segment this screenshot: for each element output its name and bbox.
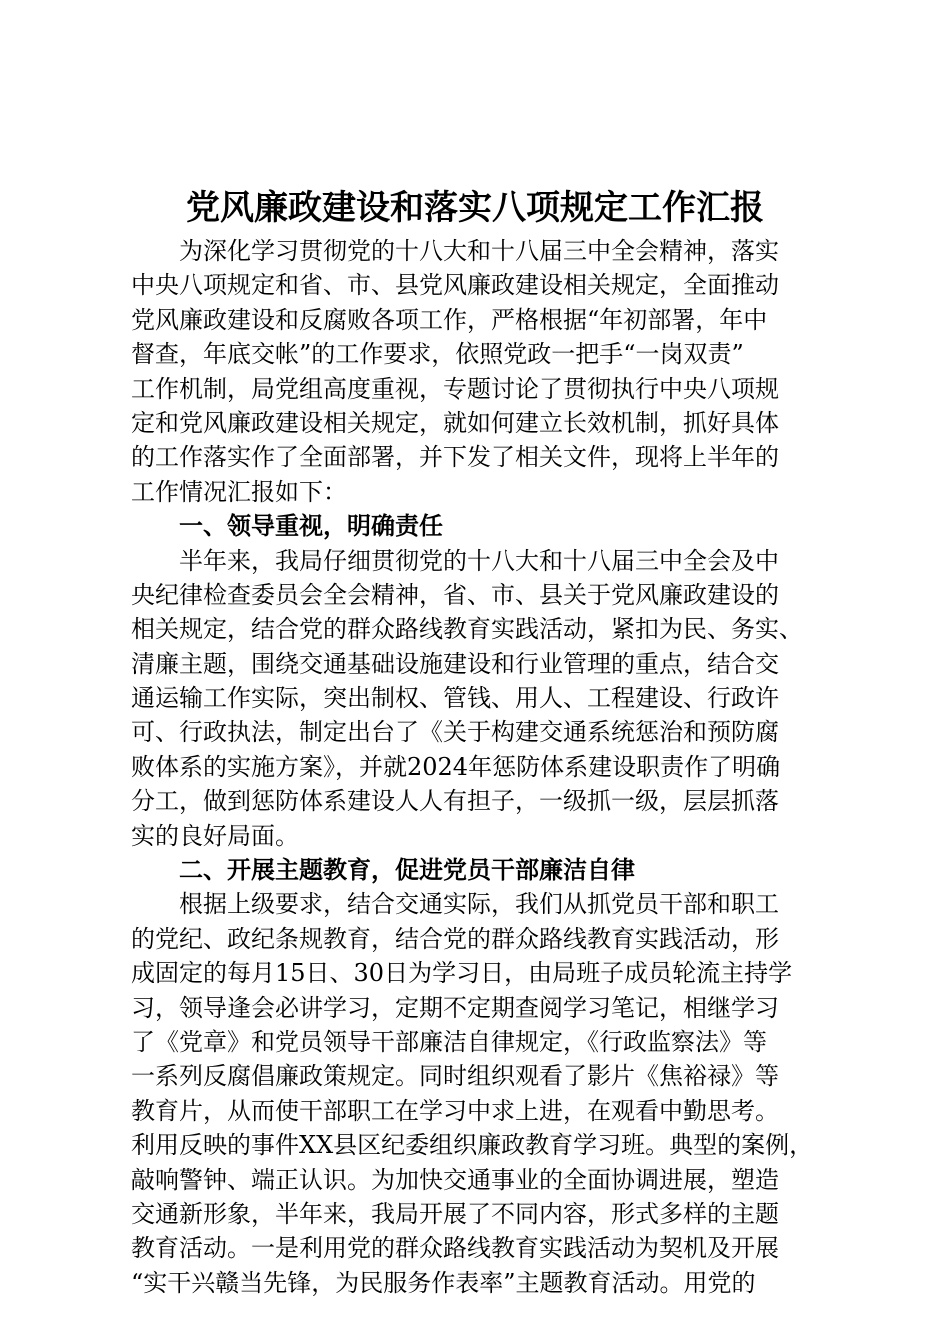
text-line: 利用反映的事件XX县区纪委组织廉政教育学习班。典型的案例，	[131, 1131, 814, 1160]
document-title: 党风廉政建设和落实八项规定工作汇报	[186, 188, 764, 228]
text-line: 央纪律检查委员会全会精神，省、市、县关于党风廉政建设的	[131, 580, 779, 609]
section-heading: 一、领导重视，明确责任	[131, 511, 443, 541]
text-line: 败体系的实施方案》，并就2024年惩防体系建设职责作了明确	[131, 752, 781, 781]
text-line: 实的良好局面。	[131, 821, 299, 850]
text-line: 成固定的每月15日、30日为学习日，由局班子成员轮流主持学	[131, 959, 793, 988]
text-line: 教育活动。一是利用党的群众路线教育实践活动为契机及开展	[131, 1234, 779, 1263]
text-line: 的工作落实作了全面部署，并下发了相关文件，现将上半年的	[131, 443, 779, 472]
text-line: 为深化学习贯彻党的十八大和十八届三中全会精神，落实	[131, 237, 779, 265]
text-line: 了《党章》和党员领导干部廉洁自律规定，《行政监察法》等	[131, 1027, 767, 1056]
text-line: 通运输工作实际，突出制权、管钱、用人、工程建设、行政许	[131, 684, 779, 713]
text-line: 定和党风廉政建设相关规定，就如何建立长效机制，抓好具体	[131, 408, 779, 437]
text-line: 习，领导逢会必讲学习，定期不定期查阅学习笔记，相继学习	[131, 993, 779, 1022]
text-line: 敲响警钟、端正认识。为加快交通事业的全面协调进展，塑造	[131, 1165, 779, 1194]
text-line: 工作机制，局党组高度重视，专题讨论了贯彻执行中央八项规	[131, 374, 779, 403]
document-body	[131, 234, 831, 1300]
text-line: “实干兴赣当先锋，为民服务作表率”主题教育活动。用党的	[131, 1268, 756, 1297]
text-line: 教育片，从而使干部职工在学习中求上进，在观看中勤思考。	[131, 1096, 779, 1125]
section-heading: 二、开展主题教育，促进党员干部廉洁自律	[131, 855, 635, 885]
text-line: 相关规定，结合党的群众路线教育实践活动，紧扣为民、务实、	[131, 615, 803, 644]
text-line: 党风廉政建设和反腐败各项工作，严格根据“年初部署，年中	[131, 305, 768, 334]
text-line: 督查，年底交帐”的工作要求，依照党政一把手“一岗双责”	[131, 340, 744, 369]
text-line: 一系列反腐倡廉政策规定。同时组织观看了影片《焦裕禄》等	[131, 1062, 779, 1091]
text-line: 中央八项规定和省、市、县党风廉政建设相关规定，全面推动	[131, 271, 779, 300]
text-line: 半年来，我局仔细贯彻党的十八大和十八届三中全会及中	[131, 546, 779, 575]
text-line: 根据上级要求，结合交通实际，我们从抓党员干部和职工	[131, 890, 779, 919]
text-line: 工作情况汇报如下：	[131, 477, 347, 506]
text-line: 可、行政执法，制定出台了《关于构建交通系统惩治和预防腐	[131, 718, 779, 747]
text-line: 的党纪、政纪条规教育，结合党的群众路线教育实践活动，形	[131, 924, 779, 953]
text-line: 清廉主题，围绕交通基础设施建设和行业管理的重点，结合交	[131, 649, 779, 678]
text-line: 交通新形象，半年来，我局开展了不同内容，形式多样的主题	[131, 1199, 779, 1228]
text-line: 分工，做到惩防体系建设人人有担子，一级抓一级，层层抓落	[131, 787, 779, 816]
